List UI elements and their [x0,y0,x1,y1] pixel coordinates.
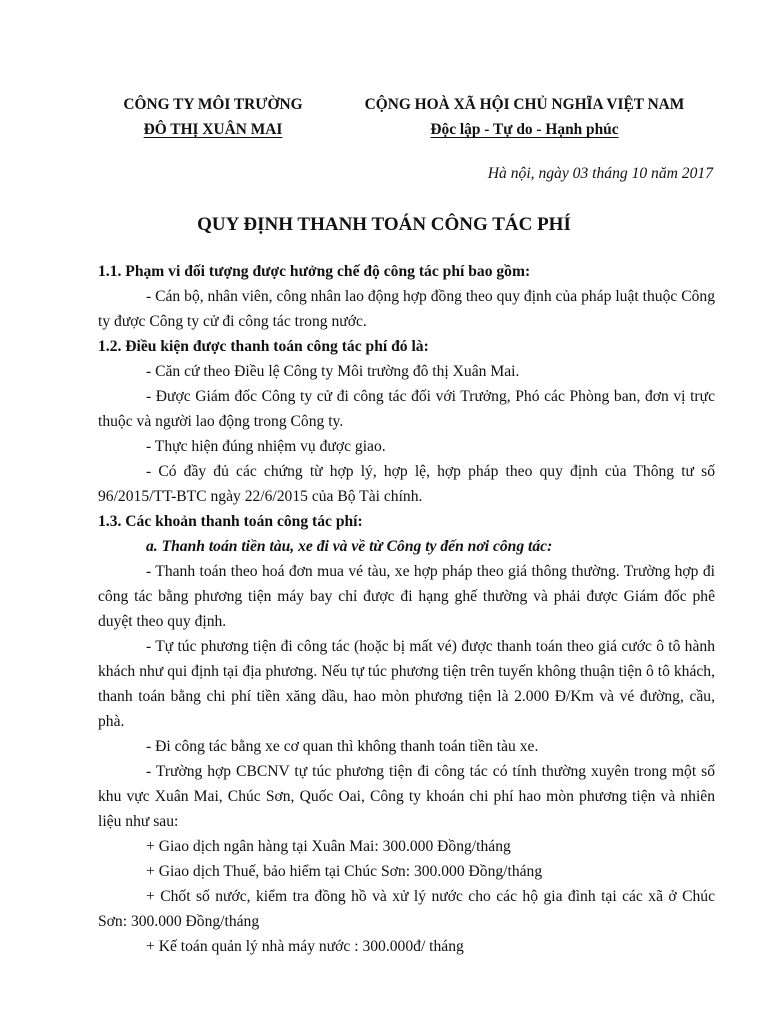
section-1-3-subheading-a: a. Thanh toán tiền tàu, xe đi và về từ Công ty đến nơi công tác: [146,538,553,555]
section-1-3-paragraph: - Đi công tác bằng xe cơ quan thì không thanh toán tiền tàu xe. [146,738,539,755]
document-body [98,259,715,959]
section-1-2-item: - Căn cứ theo Điều lệ Công ty Môi trường đô thị Xuân Mai. [146,363,520,380]
section-1-2-heading: 1.2. Điều kiện được thanh toán công tác phí đó là: [98,338,429,355]
allowance-item: + Kế toán quản lý nhà máy nước : 300.000đ/ tháng [146,938,464,955]
national-motto-block [352,92,697,142]
company-name-block [98,92,328,142]
document-header [0,92,768,152]
document-date: Hà nội, ngày 03 tháng 10 năm 2017 [487,165,713,182]
national-motto: Độc lập - Tự do - Hạnh phúc [430,121,619,138]
section-1-1-paragraph: - Cán bộ, nhân viên, công nhân lao động hợp đồng theo quy định của pháp luật thuộc Công ty được Công ty cử đi công tác trong nước. [98,288,715,330]
section-1-3-paragraph: - Trường hợp CBCNV tự túc phương tiện đi công tác có tính thường xuyên trong một số khu vực Xuân Mai, Chúc Sơn, Quốc Oai, Công ty khoán chi phí hao mòn phương tiện và nhiên liệu như sau: [98,763,715,830]
document-title: QUY ĐỊNH THANH TOÁN CÔNG TÁC PHÍ [197,214,571,235]
allowance-item: + Giao dịch ngân hàng tại Xuân Mai: 300.000 Đồng/tháng [146,838,511,855]
section-1-2-item: - Được Giám đốc Công ty cử đi công tác đối với Trưởng, Phó các Phòng ban, đơn vị trực thuộc và người lao động trong Công ty. [98,388,715,430]
section-1-2-item: - Có đầy đủ các chứng từ hợp lý, hợp lệ, hợp pháp theo quy định của Thông tư số 96/2015/TT-BTC ngày 22/6/2015 của Bộ Tài chính. [98,463,715,505]
section-1-3-paragraph: - Tự túc phương tiện đi công tác (hoặc bị mất vé) được thanh toán theo giá cước ô tô hành khách như qui định tại địa phương. Nếu tự túc phương tiện trên tuyến không thuận tiện ô tô khách, thanh toán bằng chi phí tiền xăng dầu, hao mòn phương tiện là 2.000 Đ/Km và vé đường, cầu, phà. [98,638,715,730]
allowance-item: + Giao dịch Thuế, bảo hiểm tại Chúc Sơn: 300.000 Đồng/tháng [146,863,543,880]
allowance-item: + Chốt số nước, kiểm tra đồng hồ và xử lý nước cho các hộ gia đình tại các xã ở Chúc Sơn: 300.000 Đồng/tháng [98,888,715,930]
national-title: CỘNG HOÀ XÃ HỘI CHỦ NGHĨA VIỆT NAM [364,96,685,113]
section-1-3-paragraph: - Thanh toán theo hoá đơn mua vé tàu, xe hợp pháp theo giá thông thường. Trường hợp đi công tác bằng phương tiện máy bay chỉ được đi hạng ghế thường và phải được Giám đốc phê duyệt theo quy định. [98,563,715,630]
company-name-line2: ĐÔ THỊ XUÂN MAI [143,121,283,138]
section-1-3-heading: 1.3. Các khoản thanh toán công tác phí: [98,513,363,530]
company-name-line1: CÔNG TY MÔI TRƯỜNG [123,96,303,113]
section-1-1-heading: 1.1. Phạm vi đối tượng được hưởng chế độ công tác phí bao gồm: [98,263,531,280]
section-1-2-item: - Thực hiện đúng nhiệm vụ được giao. [146,438,386,455]
